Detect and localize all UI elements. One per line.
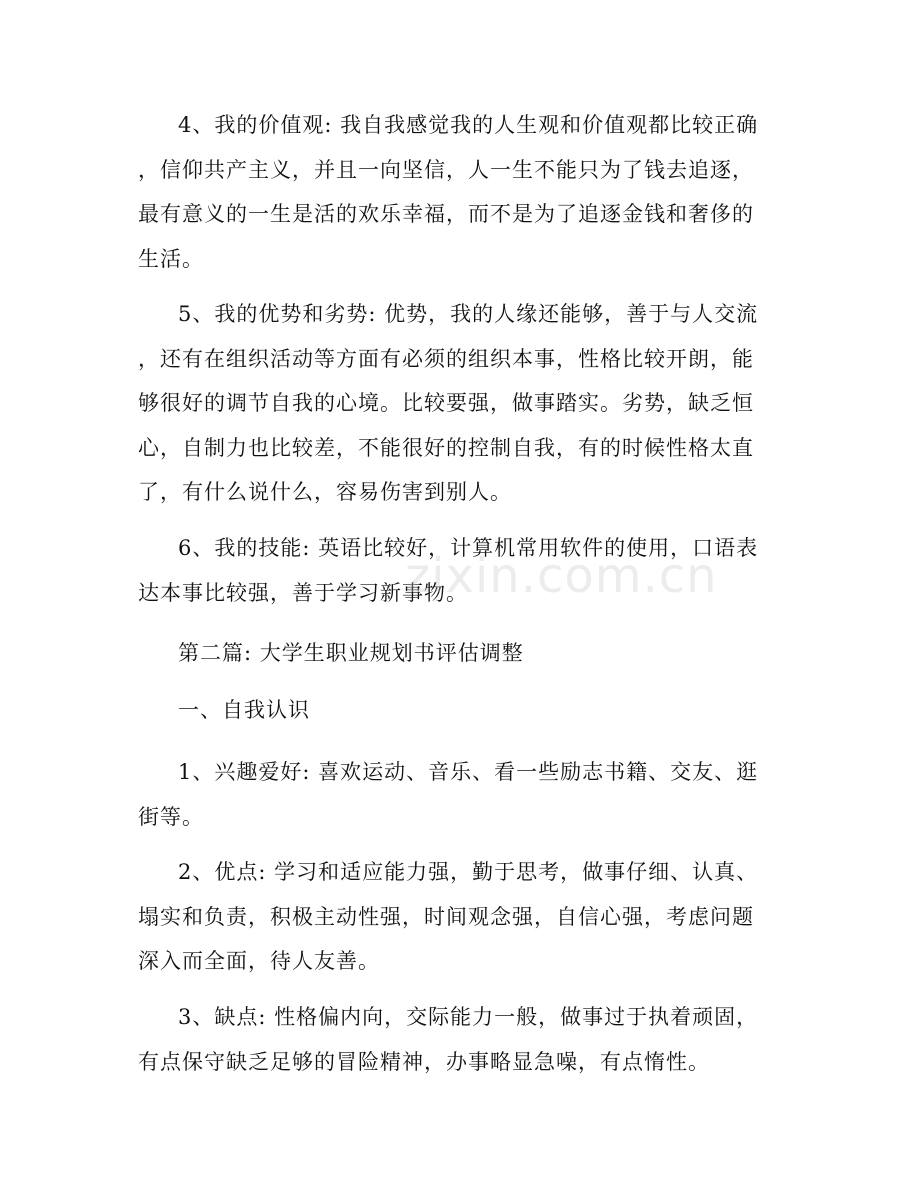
text-line: ，还有在组织活动等方面有必须的组织本事，性格比较开朗，能 — [138, 346, 754, 371]
text-line: 塌实和负责，积极主动性强，时间观念强，自信心强，考虑问题 — [138, 904, 754, 929]
paragraph-disadvantages — [138, 995, 778, 1084]
text-line: 街等。 — [138, 804, 204, 829]
paragraph-strengths-weaknesses — [138, 292, 778, 515]
text-line: 达本事比较强，善于学习新事物。 — [138, 580, 468, 605]
section-heading-part2 — [138, 631, 778, 676]
text-line: 有点保守缺乏足够的冒险精神，办事略显急噪，有点惰性。 — [138, 1049, 710, 1074]
paragraph-advantages — [138, 850, 778, 984]
heading-text: 第二篇: 大学生职业规划书评估调整 — [178, 641, 524, 665]
text-line: 最有意义的一生是活的欢乐幸福，而不是为了追逐金钱和奢侈的 — [138, 202, 754, 226]
text-line: 生活。 — [138, 246, 204, 271]
text-line: 心，自制力也比较差，不能很好的控制自我，有的时候性格太直 — [138, 435, 754, 460]
text-line: 了，有什么说什么，容易伤害到别人。 — [138, 480, 512, 504]
paragraph-values — [138, 103, 778, 281]
paragraph-interests — [138, 750, 778, 839]
watermark: zixin.com.cn — [405, 548, 718, 604]
text-line: 够很好的调节自我的心境。比较要强，做事踏实。劣势，缺乏恒 — [138, 391, 754, 415]
text-line: 6、我的技能: 英语比较好，计算机常用软件的使用，口语表 — [178, 536, 759, 560]
heading-text: 一、自我认识 — [178, 698, 310, 722]
paragraph-skills — [138, 526, 778, 615]
text-line: 5、我的优势和劣势: 优势，我的人缘还能够，善于与人交流 — [178, 302, 759, 326]
text-line: 3、缺点: 性格偏内向，交际能力一般，做事过于执着顽固， — [178, 1005, 759, 1029]
text-line: 4、我的价值观: 我自我感觉我的人生观和价值观都比较正确 — [178, 113, 759, 137]
text-line: 深入而全面，待人友善。 — [138, 949, 380, 973]
section-heading-self-knowledge — [138, 688, 778, 733]
text-line: ，信仰共产主义，并且一向坚信，人一生不能只为了钱去追逐， — [138, 157, 754, 182]
text-line: 2、优点: 学习和适应能力强，勤于思考，做事仔细、认真、 — [178, 860, 759, 884]
text-line: 1、兴趣爱好: 喜欢运动、音乐、看一些励志书籍、交友、逛 — [178, 760, 759, 784]
